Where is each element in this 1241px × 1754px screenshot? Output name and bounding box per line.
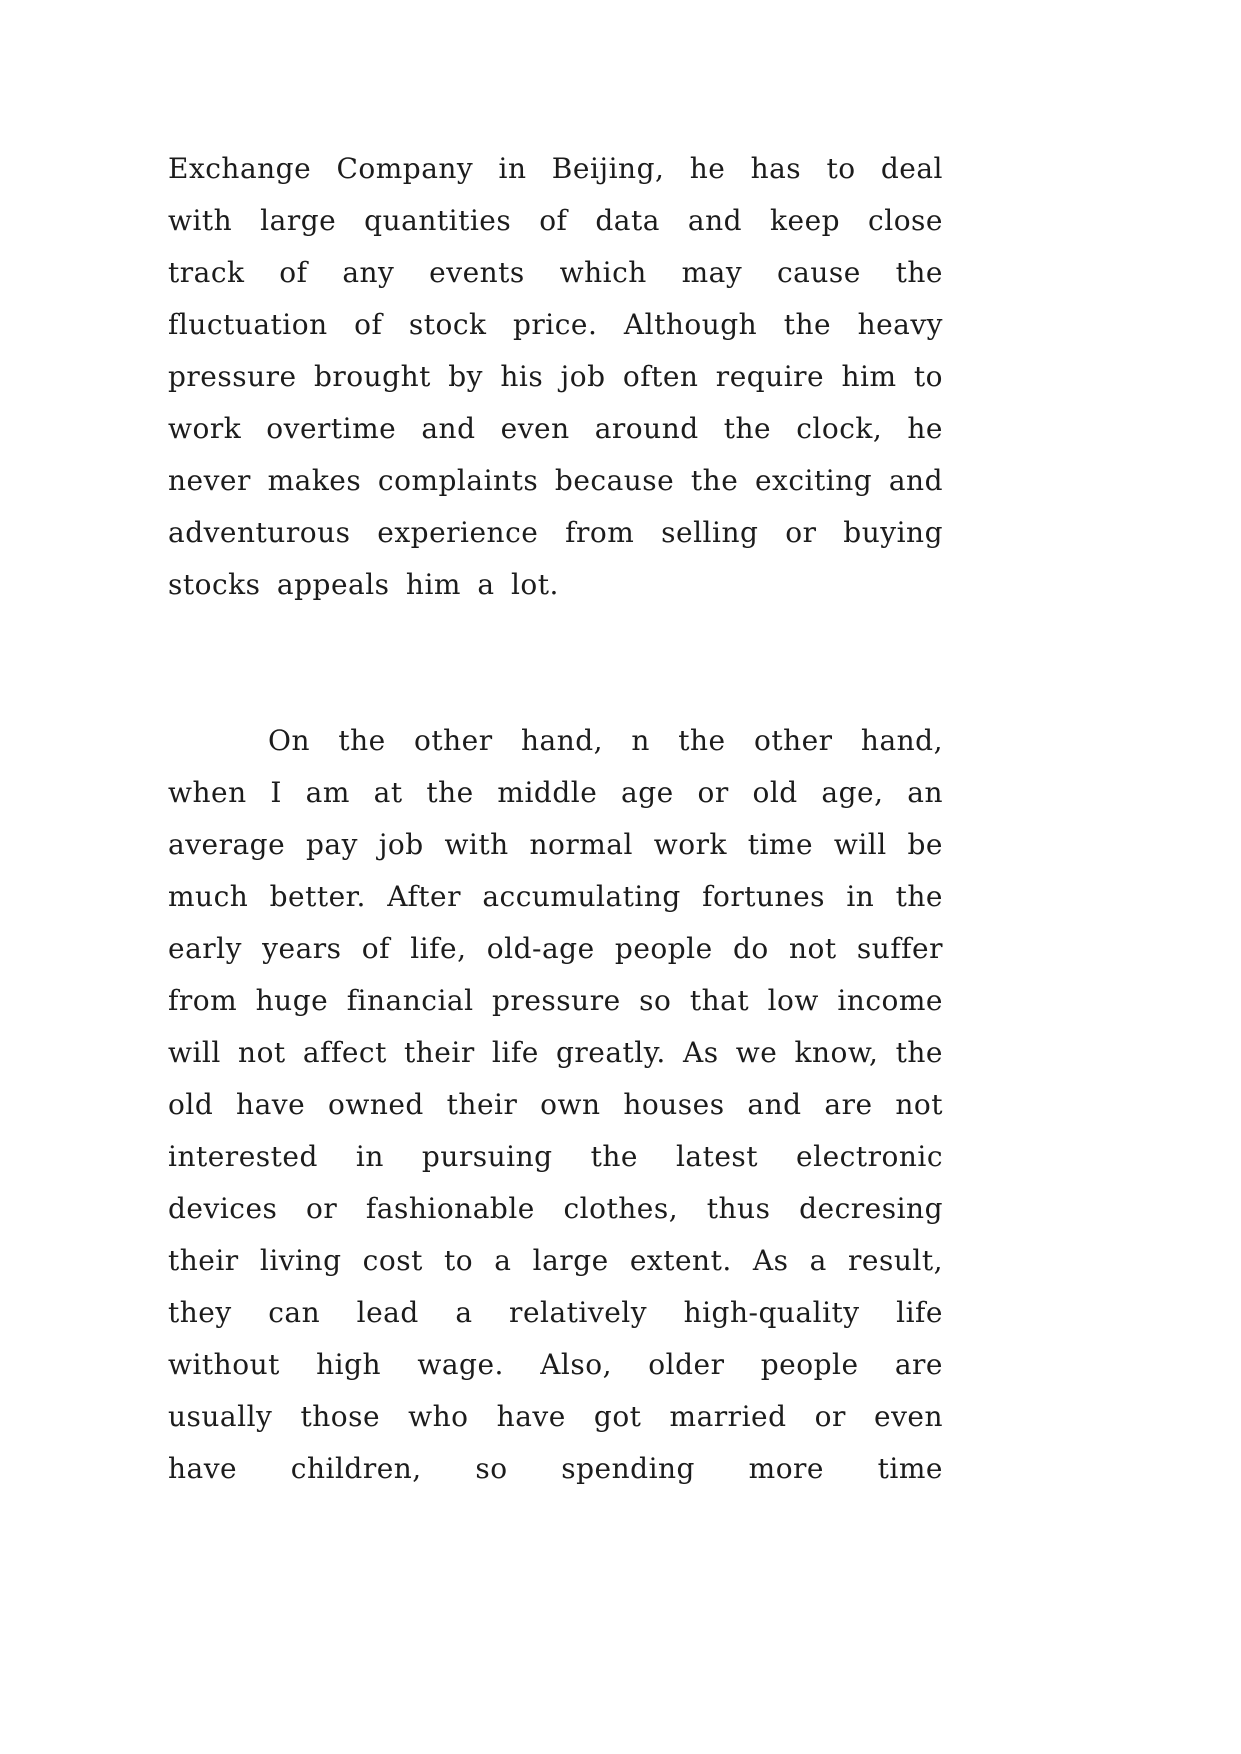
text-content bbox=[168, 143, 943, 1495]
paragraph-2: On the other hand, n the other hand, when I am at the middle age or old age, an average pay job with normal work time will be much better. After accumulating fortunes in the early years of life, old-age people do not suffer from huge financial pressure so that low income will not affect their life greatly. As we know, the old have owned their own houses and are not interested in pursuing the latest electronic devices or fashionable clothes, thus decresing their living cost to a large extent. As a result, they can lead a relatively high-quality life without high wage. Also, older people are usually those who have got married or even have children, so spending more time bbox=[168, 724, 943, 1485]
paragraph-1: Exchange Company in Beijing, he has to deal with large quantities of data and keep close track of any events which may cause the fluctuation of stock price. Although the heavy pressure brought by his job often require him to work overtime and even around the clock, he never makes complaints because the exciting and adventurous experience from selling or buying stocks appeals him a lot. bbox=[168, 152, 943, 601]
